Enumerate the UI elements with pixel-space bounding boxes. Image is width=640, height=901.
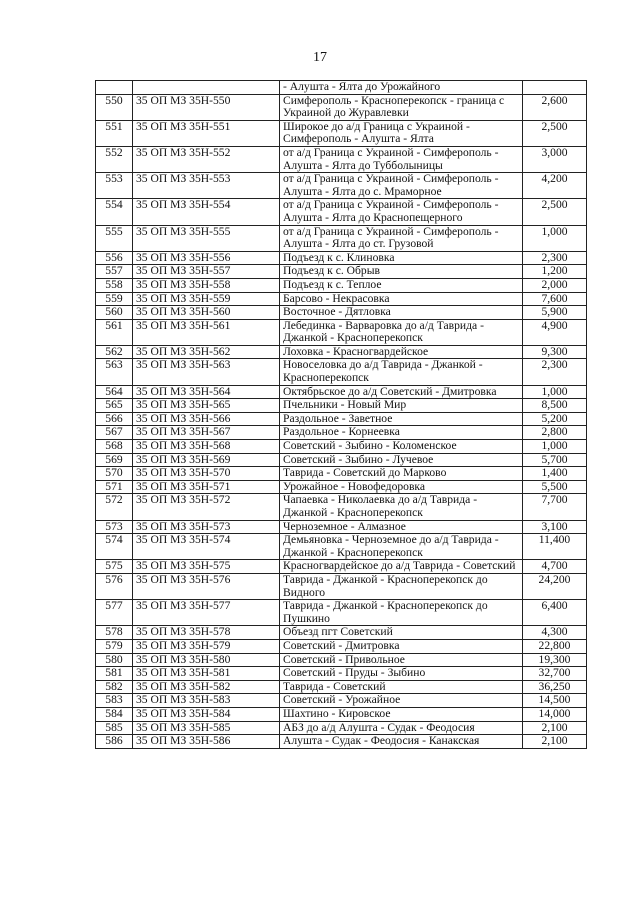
- road-length-cell: 4,700: [523, 560, 587, 574]
- road-code-cell: 35 ОП МЗ 35Н-559: [133, 292, 280, 306]
- road-code-cell: 35 ОП МЗ 35Н-561: [133, 319, 280, 345]
- row-number-cell: 553: [96, 173, 133, 199]
- table-row: [96, 440, 587, 454]
- table-row: [96, 707, 587, 721]
- road-name-cell: от а/д Граница с Украиной - Симферополь - Алушта - Ялта до Краснопещерного: [280, 199, 523, 225]
- row-number-cell: 552: [96, 146, 133, 172]
- road-length-cell: 2,500: [523, 199, 587, 225]
- road-length-cell: 1,000: [523, 440, 587, 454]
- road-name-cell: от а/д Граница с Украиной - Симферополь - Алушта - Ялта до с. Мраморное: [280, 173, 523, 199]
- table-row: [96, 653, 587, 667]
- row-number-cell: 557: [96, 265, 133, 279]
- table-row: [96, 146, 587, 172]
- road-code-cell: 35 ОП МЗ 35Н-576: [133, 573, 280, 599]
- road-code-cell: 35 ОП МЗ 35Н-570: [133, 467, 280, 481]
- road-length-cell: 1,000: [523, 225, 587, 251]
- road-name-cell: Советский - Урожайное: [280, 694, 523, 708]
- road-code-cell: 35 ОП МЗ 35Н-567: [133, 426, 280, 440]
- row-number-cell: 565: [96, 399, 133, 413]
- table-row: [96, 520, 587, 534]
- table-row: [96, 385, 587, 399]
- road-length-cell: 7,600: [523, 292, 587, 306]
- table-row: [96, 94, 587, 120]
- road-name-cell: Октябрьское до а/д Советский - Дмитровка: [280, 385, 523, 399]
- row-number-cell: 584: [96, 707, 133, 721]
- road-length-cell: 5,200: [523, 412, 587, 426]
- table-row: [96, 251, 587, 265]
- road-code-cell: 35 ОП МЗ 35Н-584: [133, 707, 280, 721]
- road-length-cell: 2,100: [523, 721, 587, 735]
- road-length-cell: 4,900: [523, 319, 587, 345]
- row-number-cell: 570: [96, 467, 133, 481]
- row-number-cell: 581: [96, 667, 133, 681]
- row-number-cell: 577: [96, 600, 133, 626]
- road-name-cell: - Алушта - Ялта до Урожайного: [280, 81, 523, 95]
- road-name-cell: Широкое до а/д Граница с Украиной - Симферополь - Алушта - Ялта: [280, 120, 523, 146]
- table-row: [96, 453, 587, 467]
- table-row: [96, 721, 587, 735]
- road-name-cell: АБЗ до а/д Алушта - Судак - Феодосия: [280, 721, 523, 735]
- road-length-cell: 2,500: [523, 120, 587, 146]
- table-row: [96, 278, 587, 292]
- road-code-cell: 35 ОП МЗ 35Н-554: [133, 199, 280, 225]
- row-number-cell: 563: [96, 359, 133, 385]
- road-name-cell: Объезд пгт Советский: [280, 626, 523, 640]
- road-length-cell: 5,700: [523, 453, 587, 467]
- road-length-cell: 2,800: [523, 426, 587, 440]
- road-length-cell: 3,000: [523, 146, 587, 172]
- road-length-cell: 32,700: [523, 667, 587, 681]
- road-name-cell: от а/д Граница с Украиной - Симферополь - Алушта - Ялта до ст. Грузовой: [280, 225, 523, 251]
- road-length-cell: 4,300: [523, 626, 587, 640]
- road-code-cell: 35 ОП МЗ 35Н-583: [133, 694, 280, 708]
- row-number-cell: 572: [96, 494, 133, 520]
- road-code-cell: 35 ОП МЗ 35Н-550: [133, 94, 280, 120]
- road-code-cell: 35 ОП МЗ 35Н-552: [133, 146, 280, 172]
- road-length-cell: 5,500: [523, 480, 587, 494]
- row-number-cell: 564: [96, 385, 133, 399]
- road-length-cell: 6,400: [523, 600, 587, 626]
- road-code-cell: 35 ОП МЗ 35Н-551: [133, 120, 280, 146]
- road-name-cell: Алушта - Судак - Феодосия - Канакская: [280, 735, 523, 749]
- row-number-cell: 550: [96, 94, 133, 120]
- road-length-cell: 9,300: [523, 345, 587, 359]
- road-name-cell: Советский - Зыбино - Лучевое: [280, 453, 523, 467]
- road-name-cell: Подъезд к с. Клиновка: [280, 251, 523, 265]
- road-length-cell: 1,000: [523, 385, 587, 399]
- road-code-cell: 35 ОП МЗ 35Н-556: [133, 251, 280, 265]
- row-number-cell: 556: [96, 251, 133, 265]
- road-name-cell: Подъезд к с. Обрыв: [280, 265, 523, 279]
- road-length-cell: 14,000: [523, 707, 587, 721]
- road-name-cell: Советский - Дмитровка: [280, 639, 523, 653]
- row-number-cell: 551: [96, 120, 133, 146]
- table-row: [96, 120, 587, 146]
- road-code-cell: [133, 81, 280, 95]
- road-length-cell: 1,400: [523, 467, 587, 481]
- road-length-cell: 2,600: [523, 94, 587, 120]
- table-row: [96, 81, 587, 95]
- row-number-cell: 579: [96, 639, 133, 653]
- road-name-cell: Таврида - Советский до Марково: [280, 467, 523, 481]
- row-number-cell: 558: [96, 278, 133, 292]
- row-number-cell: 574: [96, 534, 133, 560]
- table-row: [96, 345, 587, 359]
- road-code-cell: 35 ОП МЗ 35Н-572: [133, 494, 280, 520]
- row-number-cell: 585: [96, 721, 133, 735]
- road-name-cell: Шахтино - Кировское: [280, 707, 523, 721]
- row-number-cell: 555: [96, 225, 133, 251]
- row-number-cell: 576: [96, 573, 133, 599]
- road-code-cell: 35 ОП МЗ 35Н-562: [133, 345, 280, 359]
- road-name-cell: Советский - Зыбино - Коломенское: [280, 440, 523, 454]
- road-code-cell: 35 ОП МЗ 35Н-573: [133, 520, 280, 534]
- table-row: [96, 639, 587, 653]
- row-number-cell: 583: [96, 694, 133, 708]
- road-name-cell: Барсово - Некрасовка: [280, 292, 523, 306]
- road-code-cell: 35 ОП МЗ 35Н-574: [133, 534, 280, 560]
- table-row: [96, 680, 587, 694]
- road-name-cell: Лебединка - Варваровка до а/д Таврида - Джанкой - Красноперекопск: [280, 319, 523, 345]
- road-code-cell: 35 ОП МЗ 35Н-579: [133, 639, 280, 653]
- table-row: [96, 467, 587, 481]
- road-name-cell: Раздольное - Заветное: [280, 412, 523, 426]
- table-row: [96, 265, 587, 279]
- road-code-cell: 35 ОП МЗ 35Н-585: [133, 721, 280, 735]
- road-name-cell: Урожайное - Новофедоровка: [280, 480, 523, 494]
- road-length-cell: 5,900: [523, 306, 587, 320]
- table-row: [96, 426, 587, 440]
- row-number-cell: 569: [96, 453, 133, 467]
- road-length-cell: 4,200: [523, 173, 587, 199]
- road-code-cell: 35 ОП МЗ 35Н-580: [133, 653, 280, 667]
- table-row: [96, 694, 587, 708]
- road-name-cell: Демьяновка - Черноземное до а/д Таврида - Джанкой - Красноперекопск: [280, 534, 523, 560]
- road-name-cell: Лоховка - Красногвардейское: [280, 345, 523, 359]
- road-code-cell: 35 ОП МЗ 35Н-575: [133, 560, 280, 574]
- table-row: [96, 292, 587, 306]
- road-name-cell: Восточное - Дятловка: [280, 306, 523, 320]
- table-row: [96, 560, 587, 574]
- road-code-cell: 35 ОП МЗ 35Н-571: [133, 480, 280, 494]
- road-code-cell: 35 ОП МЗ 35Н-558: [133, 278, 280, 292]
- row-number-cell: 575: [96, 560, 133, 574]
- row-number-cell: 560: [96, 306, 133, 320]
- road-code-cell: 35 ОП МЗ 35Н-555: [133, 225, 280, 251]
- road-name-cell: Подъезд к с. Теплое: [280, 278, 523, 292]
- table-row: [96, 225, 587, 251]
- row-number-cell: 559: [96, 292, 133, 306]
- road-code-cell: 35 ОП МЗ 35Н-557: [133, 265, 280, 279]
- road-name-cell: Симферополь - Красноперекопск - граница с Украиной до Журавлевки: [280, 94, 523, 120]
- row-number-cell: 573: [96, 520, 133, 534]
- row-number-cell: 580: [96, 653, 133, 667]
- road-code-cell: 35 ОП МЗ 35Н-566: [133, 412, 280, 426]
- table-row: [96, 667, 587, 681]
- road-name-cell: Чапаевка - Николаевка до а/д Таврида - Джанкой - Красноперекопск: [280, 494, 523, 520]
- table-row: [96, 735, 587, 749]
- road-name-cell: Советский - Привольное: [280, 653, 523, 667]
- table-row: [96, 199, 587, 225]
- row-number-cell: 561: [96, 319, 133, 345]
- table-row: [96, 173, 587, 199]
- road-length-cell: 14,500: [523, 694, 587, 708]
- road-name-cell: от а/д Граница с Украиной - Симферополь - Алушта - Ялта до Тубболыницы: [280, 146, 523, 172]
- road-name-cell: Советский - Пруды - Зыбино: [280, 667, 523, 681]
- table-row: [96, 399, 587, 413]
- road-name-cell: Красногвардейское до а/д Таврида - Советский: [280, 560, 523, 574]
- table-row: [96, 600, 587, 626]
- row-number-cell: 567: [96, 426, 133, 440]
- roads-table: [95, 80, 587, 749]
- road-name-cell: Пчельники - Новый Мир: [280, 399, 523, 413]
- road-name-cell: Новоселовка до а/д Таврида - Джанкой - Красноперекопск: [280, 359, 523, 385]
- road-code-cell: 35 ОП МЗ 35Н-560: [133, 306, 280, 320]
- road-code-cell: 35 ОП МЗ 35Н-564: [133, 385, 280, 399]
- road-name-cell: Раздольное - Корнеевка: [280, 426, 523, 440]
- roads-table-body: [96, 81, 587, 749]
- road-code-cell: 35 ОП МЗ 35Н-578: [133, 626, 280, 640]
- road-length-cell: 36,250: [523, 680, 587, 694]
- road-code-cell: 35 ОП МЗ 35Н-582: [133, 680, 280, 694]
- road-name-cell: Таврида - Советский: [280, 680, 523, 694]
- table-row: [96, 359, 587, 385]
- road-length-cell: 3,100: [523, 520, 587, 534]
- table-row: [96, 412, 587, 426]
- road-code-cell: 35 ОП МЗ 35Н-586: [133, 735, 280, 749]
- row-number-cell: [96, 81, 133, 95]
- road-length-cell: 24,200: [523, 573, 587, 599]
- road-length-cell: [523, 81, 587, 95]
- row-number-cell: 578: [96, 626, 133, 640]
- table-row: [96, 626, 587, 640]
- road-length-cell: 1,200: [523, 265, 587, 279]
- road-code-cell: 35 ОП МЗ 35Н-553: [133, 173, 280, 199]
- road-code-cell: 35 ОП МЗ 35Н-569: [133, 453, 280, 467]
- road-code-cell: 35 ОП МЗ 35Н-581: [133, 667, 280, 681]
- road-code-cell: 35 ОП МЗ 35Н-563: [133, 359, 280, 385]
- road-name-cell: Таврида - Джанкой - Красноперекопск до Пушкино: [280, 600, 523, 626]
- row-number-cell: 582: [96, 680, 133, 694]
- road-length-cell: 19,300: [523, 653, 587, 667]
- table-row: [96, 534, 587, 560]
- table-row: [96, 494, 587, 520]
- table-row: [96, 319, 587, 345]
- road-name-cell: Таврида - Джанкой - Красноперекопск до Видного: [280, 573, 523, 599]
- road-length-cell: 2,100: [523, 735, 587, 749]
- road-code-cell: 35 ОП МЗ 35Н-577: [133, 600, 280, 626]
- road-length-cell: 2,300: [523, 359, 587, 385]
- row-number-cell: 554: [96, 199, 133, 225]
- table-row: [96, 573, 587, 599]
- row-number-cell: 562: [96, 345, 133, 359]
- road-length-cell: 11,400: [523, 534, 587, 560]
- row-number-cell: 571: [96, 480, 133, 494]
- table-row: [96, 306, 587, 320]
- road-code-cell: 35 ОП МЗ 35Н-565: [133, 399, 280, 413]
- road-length-cell: 7,700: [523, 494, 587, 520]
- road-length-cell: 2,300: [523, 251, 587, 265]
- road-length-cell: 8,500: [523, 399, 587, 413]
- table-row: [96, 480, 587, 494]
- page-number: 17: [313, 50, 327, 65]
- road-length-cell: 2,000: [523, 278, 587, 292]
- road-name-cell: Черноземное - Алмазное: [280, 520, 523, 534]
- road-length-cell: 22,800: [523, 639, 587, 653]
- row-number-cell: 586: [96, 735, 133, 749]
- row-number-cell: 568: [96, 440, 133, 454]
- row-number-cell: 566: [96, 412, 133, 426]
- road-code-cell: 35 ОП МЗ 35Н-568: [133, 440, 280, 454]
